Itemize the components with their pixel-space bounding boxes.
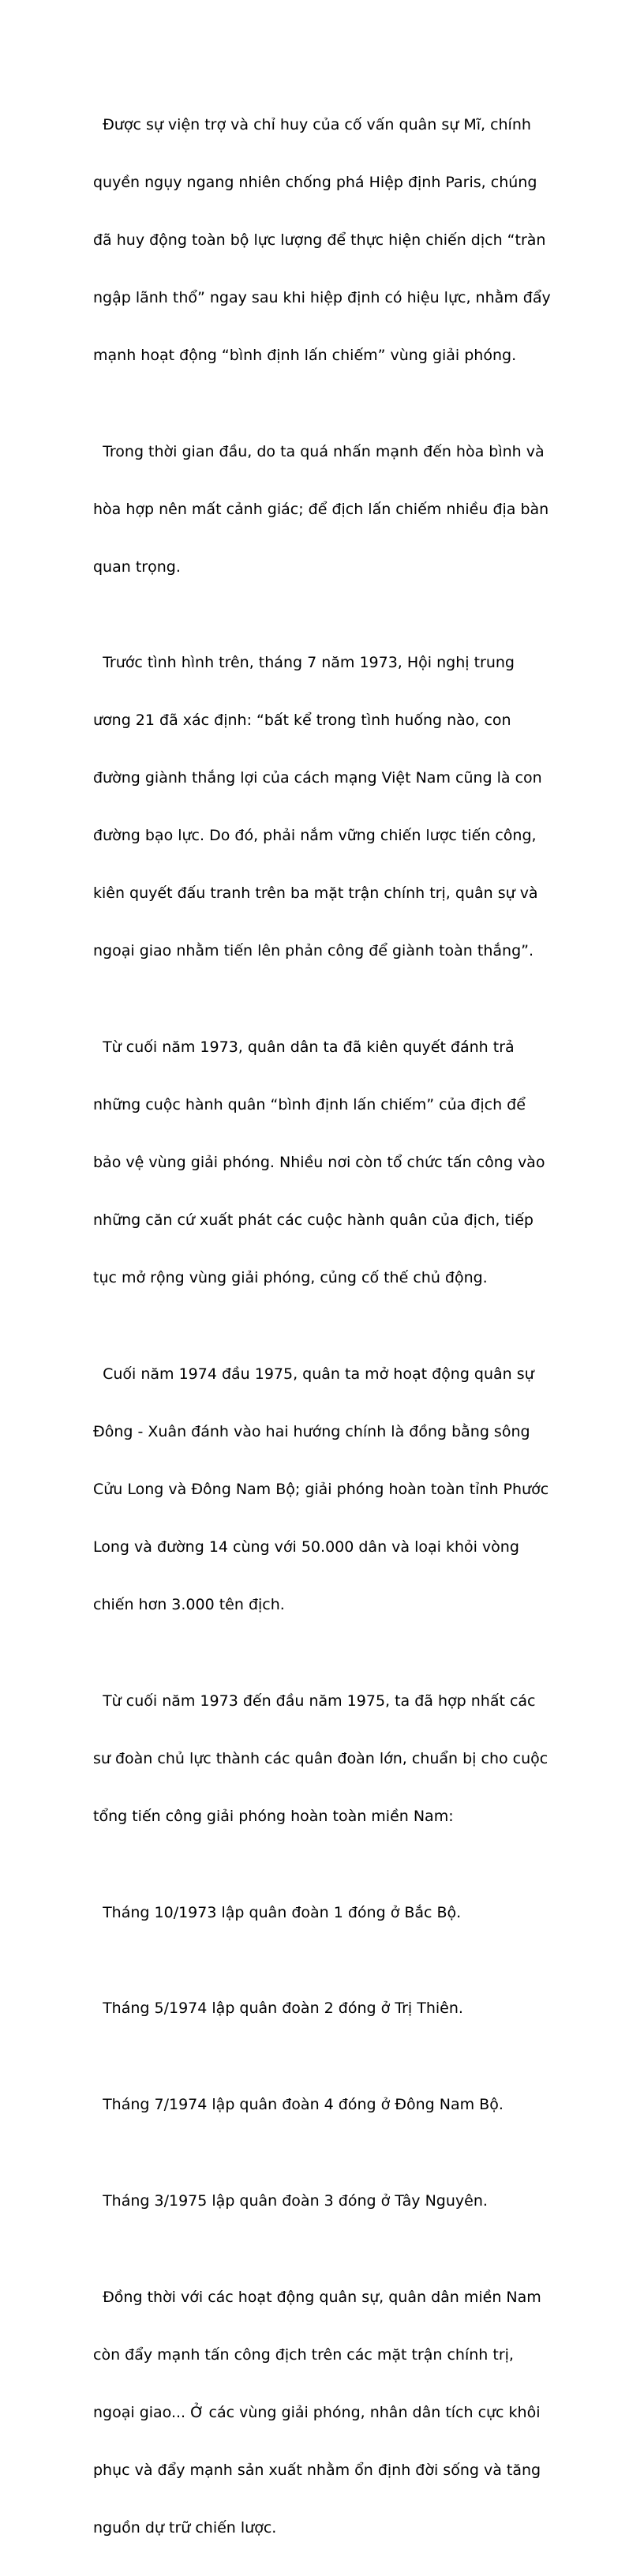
paragraph-army-corps	[93, 1653, 552, 1864]
list-item-corps-1	[93, 1864, 552, 1961]
paragraph-political-front	[93, 2249, 552, 2576]
text-line: phục và đẩy mạnh sản xuất nhằm ổn định đời sống và tăng	[93, 2461, 541, 2479]
text-line: ngoại giao... Ở các vùng giải phóng, nhân dân tích cực khôi	[93, 2403, 541, 2421]
paragraph-us-aid	[93, 77, 552, 404]
text-line: tục mở rộng vùng giải phóng, củng cố thế chủ động.	[93, 1269, 488, 1287]
paragraph-conference-21	[93, 615, 552, 1000]
text-line: đã huy động toàn bộ lực lượng để thực hiện chiến dịch “tràn	[93, 231, 546, 249]
text-line: Trước tình hình trên, tháng 7 năm 1973, Hội nghị trung	[93, 654, 515, 672]
document-page	[93, 77, 552, 2576]
text-line: bảo vệ vùng giải phóng. Nhiều nơi còn tổ chức tấn công vào	[93, 1154, 545, 1172]
text-line: Cuối năm 1974 đầu 1975, quân ta mở hoạt động quân sự	[93, 1365, 534, 1384]
text-line: Tháng 7/1974 lập quân đoàn 4 đóng ở Đông Nam Bộ.	[93, 2096, 504, 2114]
text-line: quan trọng.	[93, 558, 181, 576]
paragraph-dong-xuan	[93, 1326, 552, 1653]
list-item-corps-3	[93, 2153, 552, 2249]
text-line: Được sự viện trợ và chỉ huy của cố vấn quân sự Mĩ, chính	[93, 115, 531, 133]
text-line: Từ cuối năm 1973 đến đầu năm 1975, ta đã hợp nhất các	[93, 1692, 536, 1710]
text-line: Tháng 10/1973 lập quân đoàn 1 đóng ở Bắc Bộ.	[93, 1903, 462, 1921]
paragraph-late-1973	[93, 1000, 552, 1327]
text-line: Long và đường 14 cùng với 50.000 dân và loại khỏi vòng	[93, 1538, 519, 1556]
text-line: Trong thời gian đầu, do ta quá nhấn mạnh đến hòa bình và	[93, 442, 545, 460]
paragraph-early-period	[93, 404, 552, 615]
text-line: còn đẩy mạnh tấn công địch trên các mặt trận chính trị,	[93, 2345, 514, 2364]
text-line: Từ cuối năm 1973, quân dân ta đã kiên quyết đánh trả	[93, 1038, 515, 1057]
text-line: đường giành thắng lợi của cách mạng Việt Nam cũng là con	[93, 769, 542, 787]
text-line: Tháng 3/1975 lập quân đoàn 3 đóng ở Tây Nguyên.	[93, 2191, 488, 2210]
text-line: hòa hợp nên mất cảnh giác; để địch lấn chiếm nhiều địa bàn	[93, 500, 549, 518]
text-line: sư đoàn chủ lực thành các quân đoàn lớn, chuẩn bị cho cuộc	[93, 1749, 549, 1767]
text-line: tổng tiến công giải phóng hoàn toàn miền Nam:	[93, 1807, 454, 1825]
text-line: nguồn dự trữ chiến lược.	[93, 2518, 277, 2537]
text-line: mạnh hoạt động “bình định lấn chiếm” vùng giải phóng.	[93, 346, 517, 364]
list-item-corps-2	[93, 1961, 552, 2057]
text-line: quyền ngụy ngang nhiên chống phá Hiệp định Paris, chúng	[93, 173, 537, 191]
text-line: kiên quyết đấu tranh trên ba mặt trận chính trị, quân sự và	[93, 884, 538, 903]
text-line: Tháng 5/1974 lập quân đoàn 2 đóng ở Trị Thiên.	[93, 2000, 463, 2018]
text-line: Đồng thời với các hoạt động quân sự, quân dân miền Nam	[93, 2288, 541, 2306]
text-line: ngoại giao nhằm tiến lên phản công để giành toàn thắng”.	[93, 942, 534, 960]
text-line: đường bạo lực. Do đó, phải nắm vững chiến lược tiến công,	[93, 827, 537, 845]
list-item-corps-4	[93, 2056, 552, 2153]
text-line: những cuộc hành quân “bình định lấn chiếm” của địch để	[93, 1096, 526, 1114]
text-line: ngập lãnh thổ” ngay sau khi hiệp định có hiệu lực, nhằm đẩy	[93, 288, 551, 306]
text-line: Cửu Long và Đông Nam Bộ; giải phóng hoàn toàn tỉnh Phước	[93, 1481, 549, 1499]
text-line: chiến hơn 3.000 tên địch.	[93, 1596, 285, 1614]
text-line: những căn cứ xuất phát các cuộc hành quân của địch, tiếp	[93, 1211, 534, 1230]
text-line: Đông - Xuân đánh vào hai hướng chính là đồng bằng sông	[93, 1423, 530, 1441]
text-line: ương 21 đã xác định: “bất kể trong tình huống nào, con	[93, 712, 511, 730]
